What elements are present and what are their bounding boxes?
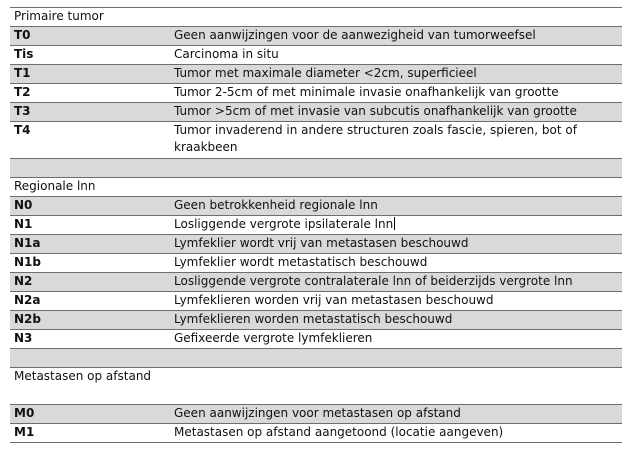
table-row-tis: [10, 46, 622, 65]
code-cell: N1b: [10, 254, 170, 273]
description-cell: Geen aanwijzingen voor metastasen op afstand: [170, 405, 622, 424]
code-cell: Tis: [10, 46, 170, 65]
code-cell: T4: [10, 122, 170, 159]
table-row-n1a: [10, 235, 622, 254]
table-row-t4: [10, 122, 622, 159]
description-cell[interactable]: [170, 216, 622, 235]
table-row-n2a: [10, 292, 622, 311]
code-cell: T0: [10, 27, 170, 46]
section-separator: [10, 349, 622, 368]
table-row-t2: [10, 84, 622, 103]
tnm-classification-table: [10, 7, 622, 443]
description-cell: Metastasen op afstand aangetoond (locatie aangeven): [170, 424, 622, 443]
section-title: Regionale lnn: [10, 178, 622, 197]
code-cell: T3: [10, 103, 170, 122]
code-cell: M0: [10, 405, 170, 424]
description-text: Losliggende vergrote ipsilaterale lnn: [174, 217, 394, 231]
table-row-n1b: [10, 254, 622, 273]
description-cell: Lymfeklier wordt metastatisch beschouwd: [170, 254, 622, 273]
description-cell: Lymfeklier wordt vrij van metastasen beschouwd: [170, 235, 622, 254]
description-cell: Geen betrokkenheid regionale lnn: [170, 197, 622, 216]
text-cursor: [394, 217, 395, 230]
table-row-m1: [10, 424, 622, 443]
table-row-n2: [10, 273, 622, 292]
code-cell: N2: [10, 273, 170, 292]
description-cell: Losliggende vergrote contralaterale lnn of beiderzijds vergrote lnn: [170, 273, 622, 292]
table-row-t0: [10, 27, 622, 46]
code-cell: N3: [10, 330, 170, 349]
code-cell: N2a: [10, 292, 170, 311]
table-row-m0: [10, 405, 622, 424]
table-row-t1: [10, 65, 622, 84]
section-title: Metastasen op afstand: [10, 368, 170, 405]
description-cell: Tumor 2-5cm of met minimale invasie onafhankelijk van grootte: [170, 84, 622, 103]
table-row-t3: [10, 103, 622, 122]
code-cell: T1: [10, 65, 170, 84]
table-row-n2b: [10, 311, 622, 330]
description-cell: Lymfeklieren worden metastatisch beschouwd: [170, 311, 622, 330]
code-cell: N0: [10, 197, 170, 216]
code-cell: N1: [10, 216, 170, 235]
description-cell: Lymfeklieren worden vrij van metastasen beschouwd: [170, 292, 622, 311]
description-cell: Tumor >5cm of met invasie van subcutis onafhankelijk van grootte: [170, 103, 622, 122]
description-cell: Tumor invaderend in andere structuren zoals fascie, spieren, bot of kraakbeen: [170, 122, 622, 159]
table-row-n0: [10, 197, 622, 216]
section-title: Primaire tumor: [10, 8, 622, 27]
code-cell: M1: [10, 424, 170, 443]
code-cell: N1a: [10, 235, 170, 254]
code-cell: T2: [10, 84, 170, 103]
section-separator: [10, 159, 622, 178]
description-cell: Carcinoma in situ: [170, 46, 622, 65]
section-heading-regional-lnn: [10, 178, 622, 197]
table-row-n1: [10, 216, 622, 235]
section-heading-distant-metastases: [10, 368, 622, 405]
code-cell: N2b: [10, 311, 170, 330]
description-cell: Gefixeerde vergrote lymfeklieren: [170, 330, 622, 349]
section-heading-primary-tumor: [10, 8, 622, 27]
table-row-n3: [10, 330, 622, 349]
description-cell: Geen aanwijzingen voor de aanwezigheid van tumorweefsel: [170, 27, 622, 46]
description-cell: Tumor met maximale diameter <2cm, superficieel: [170, 65, 622, 84]
